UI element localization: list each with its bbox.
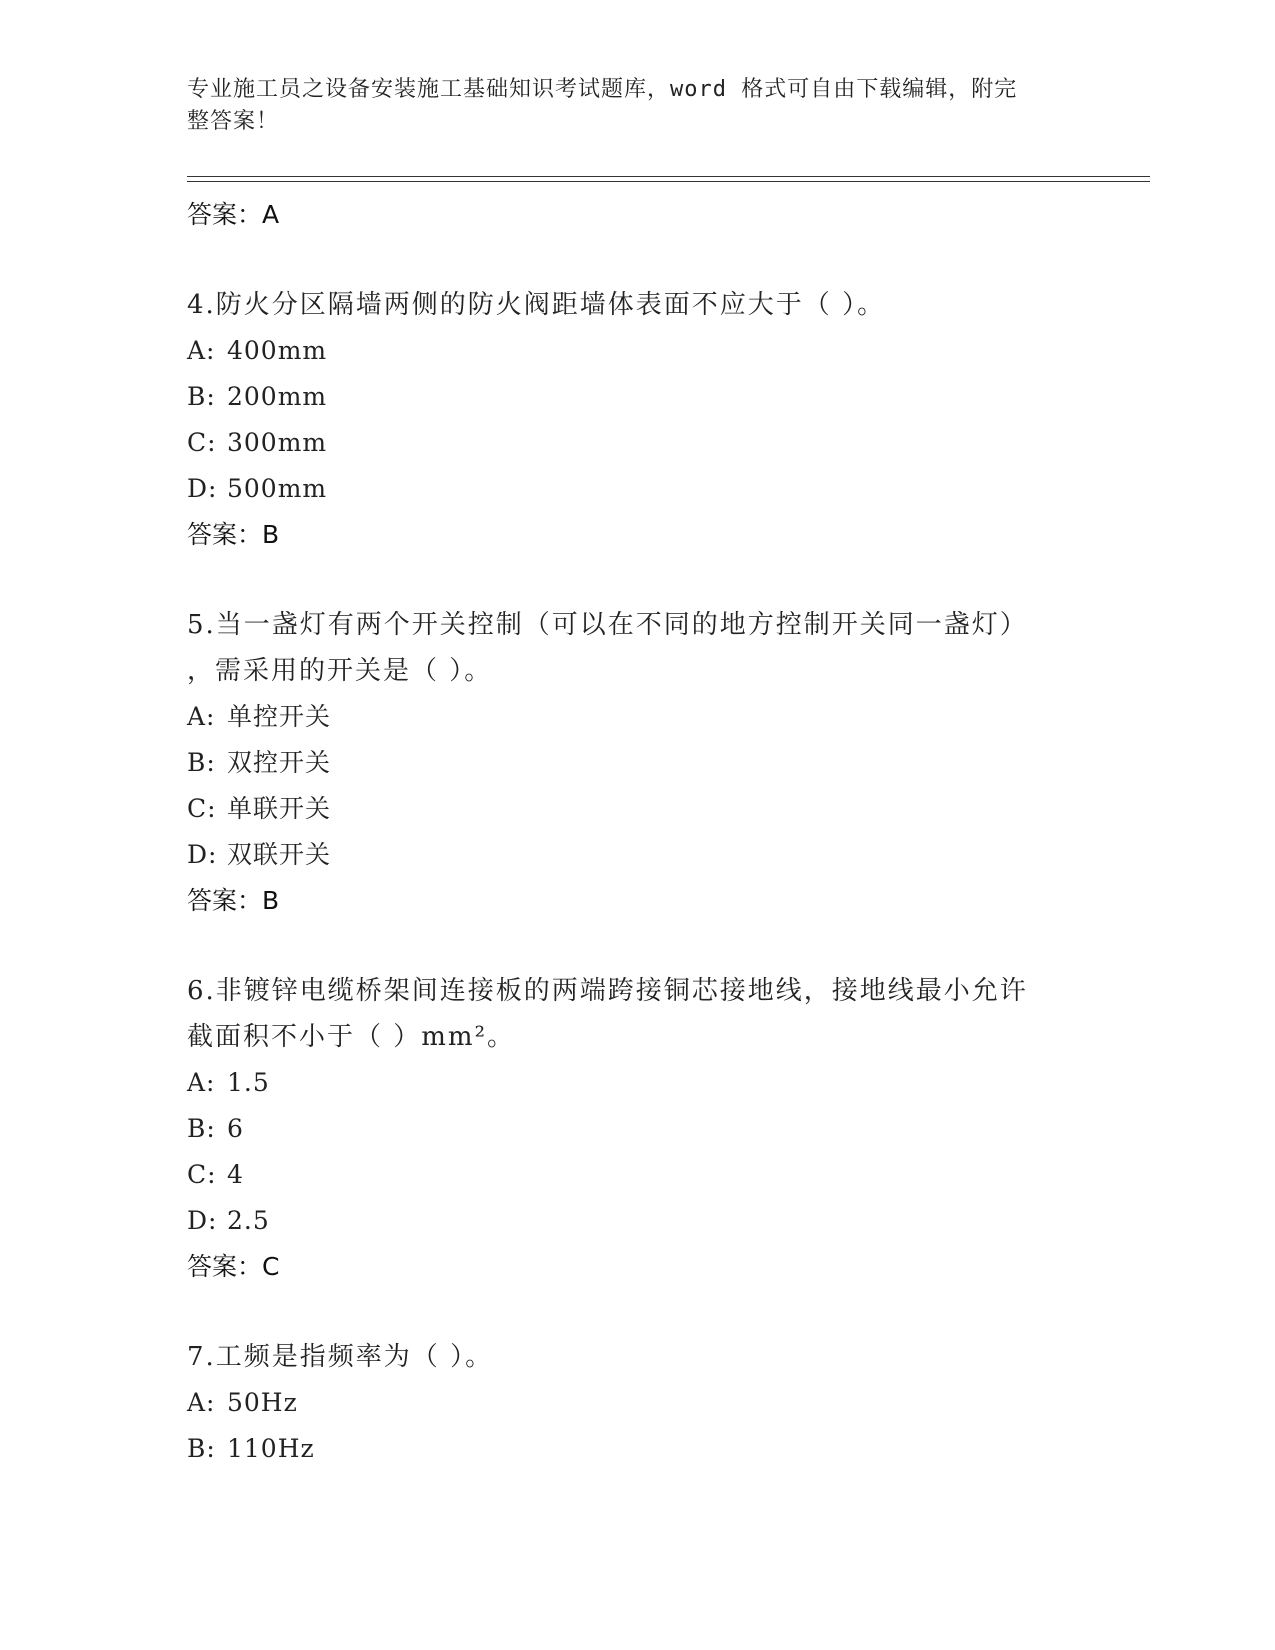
question-list [187,192,1087,1472]
question-block-5 [187,602,1087,924]
answer-line: 答案：C [187,1252,280,1281]
spacer [187,558,1087,602]
option-row [187,1106,1087,1152]
option-row [187,1426,1087,1472]
option-letter: C: [187,794,217,823]
option-letter: A: [187,1388,216,1417]
spacer [187,238,1087,282]
option-text: 4 [227,1160,244,1189]
question-text: 6.非镀锌电缆桥架间连接板的两端跨接铜芯接地线，接地线最小允许 [187,976,1028,1006]
header-rule-bottom [187,181,1150,182]
option-row [187,694,1087,740]
question-block-7 [187,1334,1087,1472]
spacer [187,924,1087,968]
document-header [187,74,1067,138]
question-text-continued: 截面积不小于（ ）mm²。 [187,1022,515,1052]
question-text: 4.防火分区隔墙两侧的防火阀距墙体表面不应大于（ ）。 [187,290,886,320]
option-text: 200mm [227,382,328,411]
previous-answer: 答案：A [187,200,280,229]
option-letter: D: [187,1206,218,1235]
option-letter: B: [187,748,216,777]
option-letter: D: [187,474,218,503]
header-rule-top [187,176,1150,177]
option-text: 双联开关 [227,840,332,869]
answer-line: 答案：B [187,520,280,549]
option-row [187,1060,1087,1106]
option-text: 300mm [227,428,328,457]
option-row [187,466,1087,512]
option-text: 2.5 [227,1206,270,1235]
question-text: 5.当一盏灯有两个开关控制（可以在不同的地方控制开关同一盏灯） [187,610,1028,640]
header-line-1: 专业施工员之设备安装施工基础知识考试题库，word 格式可自由下载编辑，附完 [187,77,1018,102]
option-letter: B: [187,1434,216,1463]
option-row [187,740,1087,786]
option-letter: C: [187,1160,217,1189]
question-text-continued: ，需采用的开关是（ ）。 [187,656,493,686]
option-letter: B: [187,1114,216,1143]
question-block-6 [187,968,1087,1290]
option-row [187,328,1087,374]
option-row [187,832,1087,878]
option-text: 500mm [227,474,328,503]
option-text: 1.5 [227,1068,270,1097]
header-line-2: 整答案！ [187,109,280,134]
question-block-4 [187,282,1087,558]
option-text: 单控开关 [227,702,332,731]
answer-line: 答案：B [187,886,280,915]
option-row [187,1380,1087,1426]
option-letter: D: [187,840,218,869]
option-text: 400mm [227,336,328,365]
option-row [187,1198,1087,1244]
option-letter: B: [187,382,216,411]
option-row [187,786,1087,832]
option-text: 50Hz [227,1388,298,1417]
option-row [187,1152,1087,1198]
option-row [187,374,1087,420]
option-text: 双控开关 [227,748,332,777]
option-letter: C: [187,428,217,457]
option-letter: A: [187,336,216,365]
option-letter: A: [187,1068,216,1097]
option-row [187,420,1087,466]
option-text: 单联开关 [227,794,332,823]
question-text: 7.工频是指频率为（ ）。 [187,1342,494,1372]
spacer [187,1290,1087,1334]
option-letter: A: [187,702,216,731]
option-text: 110Hz [227,1434,315,1463]
option-text: 6 [227,1114,244,1143]
